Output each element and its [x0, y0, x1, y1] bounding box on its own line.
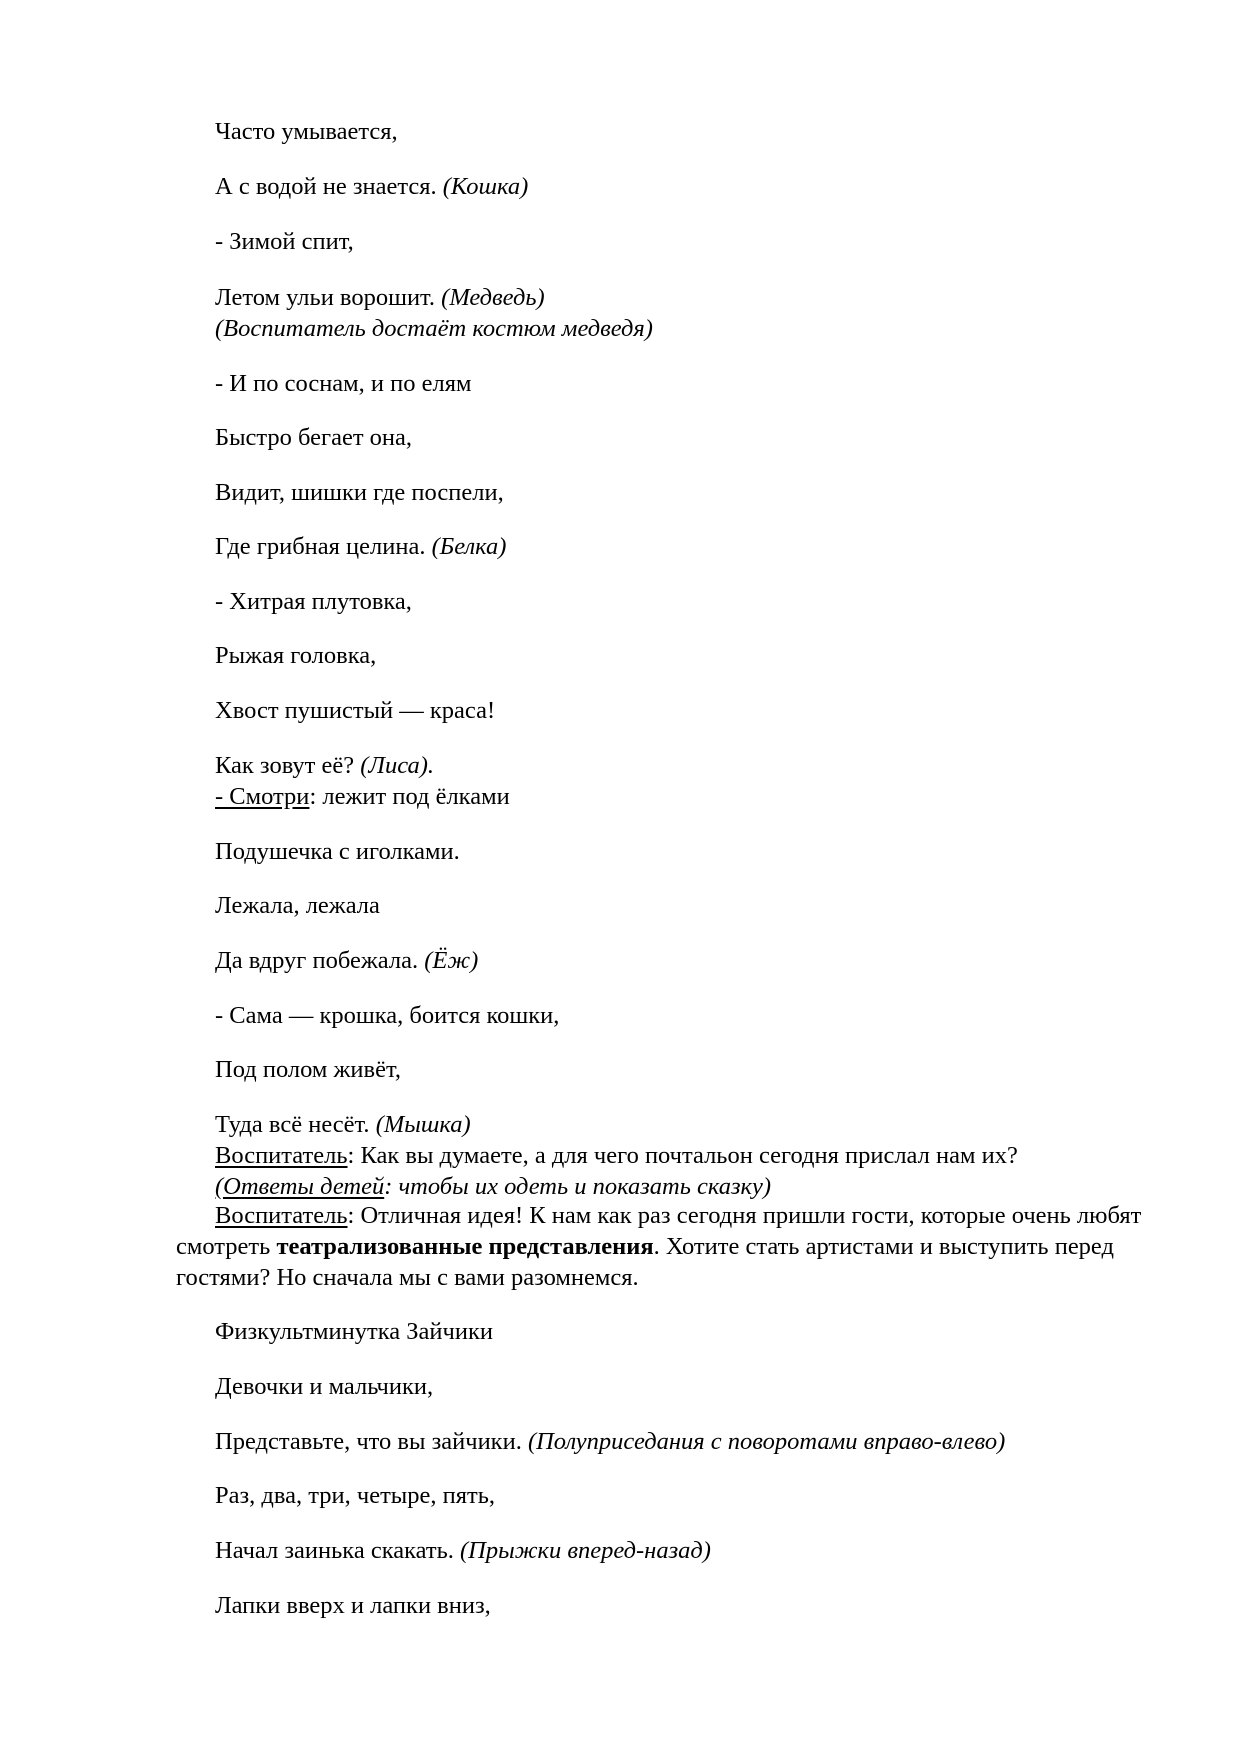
riddle-squirrel-line-2: Быстро бегает она,: [215, 424, 413, 451]
riddle-cat-line-1: Часто умывается,: [215, 118, 398, 145]
underlined-prefix: - Смотри: [215, 783, 310, 810]
riddle-fox-line-1: - Хитрая плутовка,: [215, 588, 412, 615]
exercise-line-2: Представьте, что вы зайчики. (Полуприседания с поворотами вправо-влево): [215, 1428, 1006, 1455]
riddle-fox-line-3: Хвост пушистый — краса!: [215, 697, 496, 724]
stage-direction: (Воспитатель достаёт костюм медведя): [215, 315, 653, 342]
riddle-squirrel-line-3: Видит, шишки где поспели,: [215, 479, 504, 506]
riddle-squirrel-line-1: - И по соснам, и по елям: [215, 370, 472, 397]
riddle-fox-line-4: Как зовут её? (Лиса).: [215, 752, 435, 779]
riddle-cat-line-2: А с водой не знается. (Кошка): [215, 173, 529, 200]
teacher-paragraph: Воспитатель: Отличная идея! К нам как раз сегодня пришли гости, которые очень любят смотреть театрализованные представления. Хотите стать артистами и выступить перед гостями? Но сначала мы с вами разомнемся.: [176, 1202, 1142, 1291]
teacher-question: Воспитатель: Как вы думаете, а для чего почтальон сегодня прислал нам их?: [215, 1142, 1018, 1169]
exercise-line-4: Начал заинька скакать. (Прыжки вперед-назад): [215, 1537, 711, 1564]
bold-term: театрализованные представления: [276, 1233, 654, 1260]
riddle-hedgehog-line-1: - Смотри: лежит под ёлками: [215, 783, 510, 810]
speaker-label: Воспитатель: [215, 1202, 348, 1229]
exercise-line-1: Девочки и мальчики,: [215, 1373, 434, 1400]
speaker-label: Воспитатель: [215, 1142, 348, 1169]
exercise-line-3: Раз, два, три, четыре, пять,: [215, 1482, 496, 1509]
children-label: (Ответы детей: [215, 1173, 385, 1200]
riddle-mouse-line-3: Туда всё несёт. (Мышка): [215, 1111, 471, 1138]
riddle-mouse-line-1: - Сама — крошка, боится кошки,: [215, 1002, 560, 1029]
exercise-title: Физкультминутка Зайчики: [215, 1318, 493, 1345]
riddle-answer: (Мышка): [375, 1111, 471, 1138]
children-answer: (Ответы детей: чтобы их одеть и показать сказку): [215, 1173, 771, 1200]
exercise-note: (Полуприседания с поворотами вправо-влево): [527, 1428, 1006, 1455]
riddle-answer: (Ёж): [424, 947, 479, 974]
riddle-squirrel-line-4: Где грибная целина. (Белка): [215, 533, 507, 560]
riddle-answer: (Медведь): [441, 284, 545, 311]
riddle-fox-line-2: Рыжая головка,: [215, 642, 377, 669]
riddle-mouse-line-2: Под полом живёт,: [215, 1056, 401, 1083]
riddle-hedgehog-line-4: Да вдруг побежала. (Ёж): [215, 947, 479, 974]
riddle-bear-line-1: - Зимой спит,: [215, 228, 354, 255]
exercise-line-5: Лапки вверх и лапки вниз,: [215, 1592, 491, 1619]
exercise-note: (Прыжки вперед-назад): [460, 1537, 711, 1564]
riddle-hedgehog-line-2: Подушечка с иголками.: [215, 838, 460, 865]
riddle-answer: (Кошка): [442, 173, 529, 200]
riddle-hedgehog-line-3: Лежала, лежала: [215, 892, 380, 919]
riddle-bear-line-2: Летом ульи ворошит. (Медведь): [215, 284, 545, 311]
riddle-answer: (Лиса).: [360, 752, 435, 779]
riddle-answer: (Белка): [431, 533, 507, 560]
